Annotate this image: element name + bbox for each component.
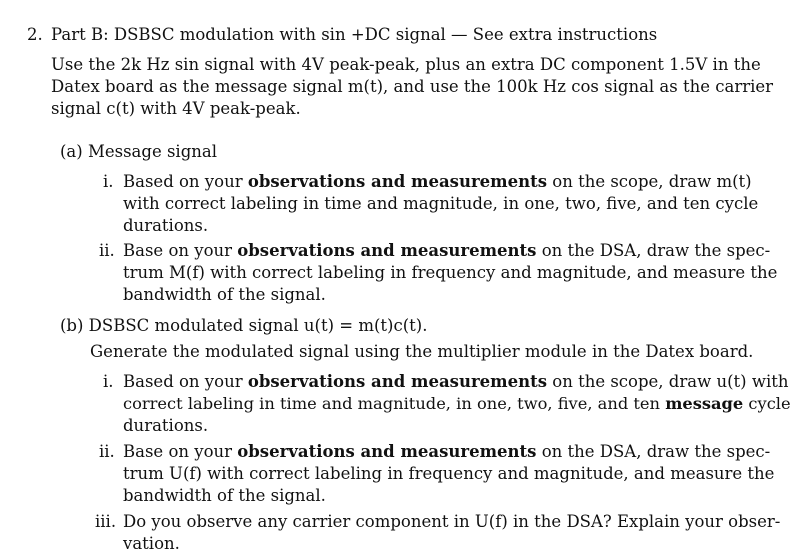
part-b-iii-line-2: vation. <box>123 534 180 553</box>
part-b-iii-line-1: Do you observe any carrier component in U(f) in the DSA? Explain your obser- <box>123 512 781 531</box>
section-number: 2. <box>27 25 43 44</box>
part-a-label: (a) Message signal <box>60 142 218 161</box>
intro-line-2: Datex board as the message signal m(t), and use the 100k Hz cos signal as the carrier <box>51 77 774 96</box>
part-a-i-line-2: with correct labeling in time and magnitude, in one, two, five, and ten cycle <box>123 194 759 213</box>
text-run: on the DSA, draw the spec- <box>536 241 771 260</box>
bold-emphasis: observations and measurements <box>237 442 537 461</box>
part-b-ii-line-1 <box>123 441 770 463</box>
bold-emphasis: message <box>665 394 744 413</box>
part-b-ii-marker: ii. <box>99 442 115 461</box>
part-a-ii-line-1 <box>123 240 770 262</box>
bold-emphasis: observations and measurements <box>247 372 548 391</box>
part-a-i-marker: i. <box>103 172 114 191</box>
bold-emphasis: observations and measurements <box>237 241 537 260</box>
text-run: on the scope, draw u(t) with <box>547 372 789 391</box>
part-a-ii-line-2: trum M(f) with correct labeling in frequency and magnitude, and measure the <box>123 263 778 282</box>
part-b-i-marker: i. <box>103 372 114 391</box>
part-a-i-line-3: durations. <box>123 216 209 235</box>
part-b-label: (b) DSBSC modulated signal u(t) = m(t)c(t). <box>60 316 428 335</box>
text-run: Base on your <box>123 442 238 461</box>
section-heading: Part B: DSBSC modulation with sin +DC signal — See extra instructions <box>51 25 658 44</box>
part-b-ii-line-3: bandwidth of the signal. <box>123 486 326 505</box>
part-b-i-line-3: durations. <box>123 416 209 435</box>
part-b-i-line-2 <box>123 393 791 415</box>
part-a-ii-line-3: bandwidth of the signal. <box>123 285 326 304</box>
text-run: on the DSA, draw the spec- <box>536 442 771 461</box>
part-a-i-line-1 <box>123 171 752 193</box>
part-b-intro: Generate the modulated signal using the multiplier module in the Datex board. <box>90 342 754 361</box>
text-run: cycle <box>743 394 791 413</box>
text-run: Based on your <box>123 172 248 191</box>
intro-line-1: Use the 2k Hz sin signal with 4V peak-peak, plus an extra DC component 1.5V in the <box>51 55 761 74</box>
intro-line-3: signal c(t) with 4V peak-peak. <box>51 99 301 118</box>
part-b-iii-marker: iii. <box>95 512 117 531</box>
text-run: on the scope, draw m(t) <box>547 172 752 191</box>
bold-emphasis: observations and measurements <box>247 172 548 191</box>
text-run: correct labeling in time and magnitude, in one, two, five, and ten <box>123 394 666 413</box>
part-b-i-line-1 <box>123 371 788 393</box>
part-a-ii-marker: ii. <box>99 241 115 260</box>
text-run: Base on your <box>123 241 238 260</box>
text-run: Based on your <box>123 372 248 391</box>
part-b-ii-line-2: trum U(f) with correct labeling in frequency and magnitude, and measure the <box>123 464 775 483</box>
